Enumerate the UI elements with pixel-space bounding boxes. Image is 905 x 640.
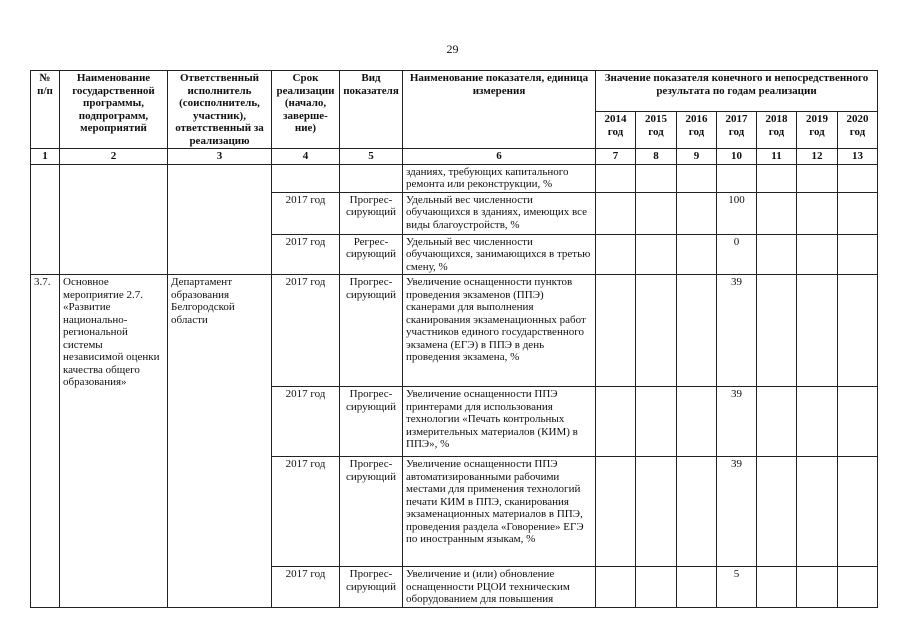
- type-cell: Прогрес-сирующий: [340, 567, 403, 608]
- type-cell: Прогрес-сирующий: [340, 275, 403, 387]
- column-number: 3: [168, 149, 272, 165]
- num-cell: [31, 164, 60, 275]
- value-2017: 100: [717, 192, 757, 234]
- term-cell: 2017 год: [272, 457, 340, 567]
- column-number: 8: [636, 149, 677, 165]
- col-type-header: Вид показателя: [340, 71, 403, 149]
- term-cell: 2017 год: [272, 567, 340, 608]
- year-header: 2015 год: [636, 112, 677, 149]
- table-row: [31, 275, 878, 387]
- column-number: 1: [31, 149, 60, 165]
- value-2017: 39: [717, 457, 757, 567]
- section-name: Основное мероприятие 2.7. «Развитие национально-региональной системы независимой оценки качества общего образования»: [60, 275, 168, 608]
- name-cell: [60, 164, 168, 275]
- year-header: 2017 год: [717, 112, 757, 149]
- values-group-header: Значение показателя конечного и непосредственного результата по годам реализации: [596, 71, 878, 112]
- column-number: 5: [340, 149, 403, 165]
- term-cell: 2017 год: [272, 275, 340, 387]
- type-cell: [340, 164, 403, 192]
- year-header: 2020 год: [838, 112, 878, 149]
- type-cell: Прогрес-сирующий: [340, 457, 403, 567]
- executor-cell: [168, 164, 272, 275]
- section-executor: Департамент образования Белгородской области: [168, 275, 272, 608]
- indicator-cell: Увеличение оснащенности ППЭ принтерами для использования технологии «Печать контрольных измерительных материалов (КИМ) в ППЭ», %: [403, 387, 596, 457]
- section-num: 3.7.: [31, 275, 60, 608]
- column-number: 12: [797, 149, 838, 165]
- indicator-cell: Увеличение оснащенности ППЭ автоматизированными рабочими местами для применения технологий печати КИМ в ППЭ, сканирования экзаменационных материалов в ППЭ, проведения раздела «Говорение» ЕГЭ по иностранным языкам, %: [403, 457, 596, 567]
- col-indicator-header: Наименование показателя, единица измерения: [403, 71, 596, 149]
- indicators-table: [30, 70, 878, 608]
- year-header: 2019 год: [797, 112, 838, 149]
- type-cell: Прогрес-сирующий: [340, 192, 403, 234]
- term-cell: [272, 164, 340, 192]
- indicator-cell: Удельный вес численности обучающихся в зданиях, имеющих все виды благоустройств, %: [403, 192, 596, 234]
- col-name-header: Наименование государственной программы, подпрограмм, мероприятий: [60, 71, 168, 149]
- col-num-header: № п/п: [31, 71, 60, 149]
- column-number: 13: [838, 149, 878, 165]
- page-number: 29: [446, 42, 459, 56]
- col-executor-header: Ответственный исполнитель (соисполнитель, участник), ответственный за реализацию: [168, 71, 272, 149]
- column-number: 9: [677, 149, 717, 165]
- column-number: 10: [717, 149, 757, 165]
- value-2017: 39: [717, 275, 757, 387]
- indicator-cell: Увеличение и (или) обновление оснащенности РЦОИ техническим оборудованием для повышения: [403, 567, 596, 608]
- table-row: [31, 164, 878, 192]
- column-number: 7: [596, 149, 636, 165]
- year-header: 2018 год: [757, 112, 797, 149]
- indicator-cell: зданиях, требующих капитального ремонта или реконструкции, %: [403, 164, 596, 192]
- column-number: 6: [403, 149, 596, 165]
- term-cell: 2017 год: [272, 192, 340, 234]
- column-number: 11: [757, 149, 797, 165]
- column-number: 4: [272, 149, 340, 165]
- indicator-cell: Увеличение оснащенности пунктов проведения экзаменов (ППЭ) сканерами для выполнения сканирования экзаменационных работ участников единого государственного экзамена (ЕГЭ) в ППЭ в день проведения экзамена, %: [403, 275, 596, 387]
- col-term-header: Срок реализации (начало, заверше-ние): [272, 71, 340, 149]
- indicator-cell: Удельный вес численности обучающихся, занимающихся в третью смену, %: [403, 234, 596, 275]
- term-cell: 2017 год: [272, 234, 340, 275]
- year-header: 2016 год: [677, 112, 717, 149]
- column-number: 2: [60, 149, 168, 165]
- value-2017: 0: [717, 234, 757, 275]
- type-cell: Регрес-сирующий: [340, 234, 403, 275]
- value-2017: [717, 164, 757, 192]
- value-2017: 5: [717, 567, 757, 608]
- term-cell: 2017 год: [272, 387, 340, 457]
- header-row: [31, 71, 878, 112]
- column-number-row: [31, 149, 878, 165]
- year-header: 2014 год: [596, 112, 636, 149]
- type-cell: Прогрес-сирующий: [340, 387, 403, 457]
- value-2017: 39: [717, 387, 757, 457]
